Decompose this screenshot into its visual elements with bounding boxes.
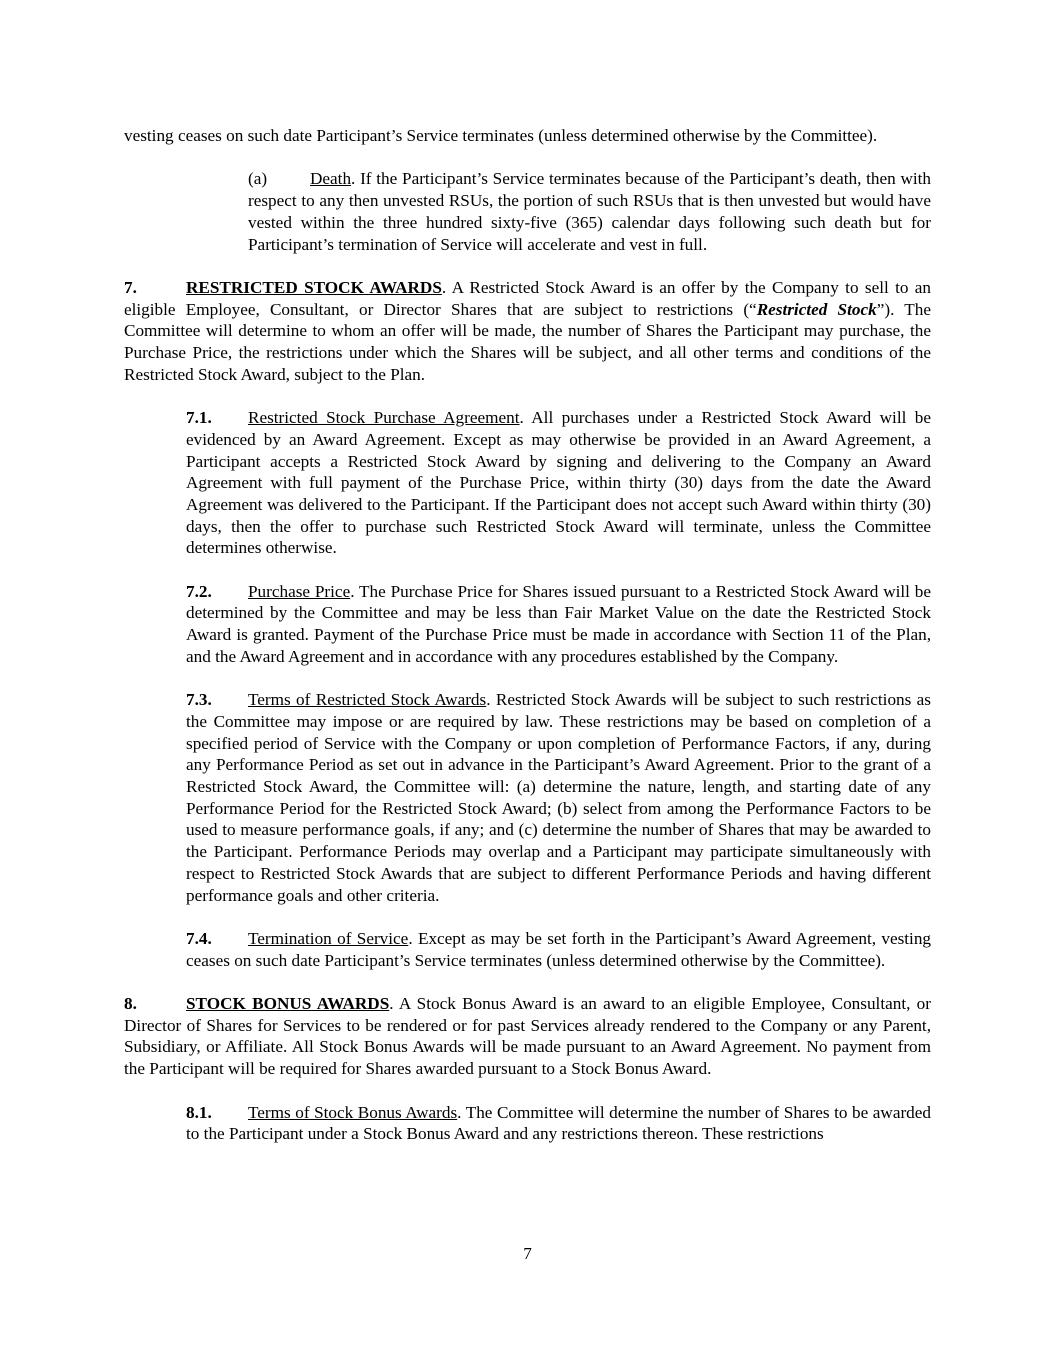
subparagraph-label: (a)	[248, 169, 268, 189]
subparagraph-heading: Death	[310, 169, 352, 189]
subsection-number: 7.3.	[186, 690, 212, 710]
subsection-number: 7.1.	[186, 408, 212, 428]
document-page	[124, 125, 931, 1167]
section-8	[124, 993, 931, 1080]
section-heading: STOCK BONUS AWARDS	[186, 994, 390, 1014]
subsection-number: 7.4.	[186, 928, 212, 948]
defined-term: Restricted Stock	[756, 299, 877, 319]
subsection-text: . All purchases under a Restricted Stock Award will be evidenced by an Award Agreement. Except as may otherwise be provided in an Award Agreement, a Participant accepts a Restricted Stock Award by signing and delivering to the Company an Award Agreement with full payment of the Purchase Price, within thirty (30) days from the date the Award Agreement was delivered to the Participant. If the Participant does not accept such Award within thirty (30) days, then the offer to purchase such Restricted Stock Award will terminate, unless the Committee determines otherwise.	[186, 408, 931, 558]
section-7	[124, 277, 931, 386]
section-8-1	[124, 1102, 931, 1145]
section-heading: RESTRICTED STOCK AWARDS	[186, 277, 442, 297]
subsection-number: 7.2.	[186, 581, 212, 601]
subparagraph-death	[124, 168, 931, 255]
subsection-heading: Termination of Service	[248, 928, 409, 948]
subsection-text: . Except as may be set forth in the Participant’s Award Agreement, vesting ceases on such date Participant’s Service terminates (unless determined otherwise by the Committee).	[186, 928, 932, 970]
paragraph-text: vesting ceases on such date Participant’s Service terminates (unless determined otherwise by the Committee).	[124, 126, 878, 145]
section-number: 7.	[124, 277, 137, 297]
section-7-1	[124, 407, 931, 559]
subparagraph-text: . If the Participant’s Service terminates because of the Participant’s death, then with respect to any then unvested RSUs, the portion of such RSUs that is then unvested but would have vested within the three hundred sixty-five (365) calendar days following such death but for Participant’s termination of Service will accelerate and vest in full.	[248, 169, 931, 254]
subsection-heading: Terms of Stock Bonus Awards	[248, 1102, 458, 1122]
subsection-heading: Terms of Restricted Stock Awards	[248, 690, 487, 710]
subsection-text: . Restricted Stock Awards will be subject to such restrictions as the Committee may impose or are required by law. These restrictions may be based on completion of a specified period of Service with the Company or upon completion of Performance Factors, if any, during any Performance Period as set out in advance in the Participant’s Award Agreement. Prior to the grant of a Restricted Stock Award, the Committee will: (a) determine the nature, length, and starting date of any Performance Period for the Restricted Stock Award; (b) select from among the Performance Factors to be used to measure performance goals, if any; and (c) determine the number of Shares that may be awarded to the Participant. Performance Periods may overlap and a Participant may participate simultaneously with respect to Restricted Stock Awards that are subject to different Performance Periods and having different performance goals and other criteria.	[186, 690, 931, 905]
subsection-number: 8.1.	[186, 1102, 212, 1122]
section-7-3	[124, 689, 931, 906]
subsection-heading: Restricted Stock Purchase Agreement	[248, 408, 520, 428]
section-7-4	[124, 928, 931, 971]
subsection-text: . The Committee will determine the number of Shares to be awarded to the Participant under a Stock Bonus Award and any restrictions thereon. These restrictions	[186, 1102, 931, 1144]
page-number: 7	[523, 1244, 532, 1263]
subsection-heading: Purchase Price	[248, 581, 351, 601]
paragraph-continuation	[124, 125, 931, 147]
section-text: ”). The Committee will determine to whom an offer will be made, the number of Shares the Participant may purchase, the Purchase Price, the restrictions under which the Shares will be subject, and all other terms and conditions of the Restricted Stock Award, subject to the Plan.	[124, 299, 932, 384]
section-7-2	[124, 581, 931, 668]
section-text: . A Stock Bonus Award is an award to an eligible Employee, Consultant, or Director of Shares for Services to be rendered or for past Services already rendered to the Company or any Parent, Subsidiary, or Affiliate. All Stock Bonus Awards will be made pursuant to an Award Agreement. No payment from the Participant will be required for Shares awarded pursuant to a Stock Bonus Award.	[124, 994, 931, 1079]
subsection-text: . The Purchase Price for Shares issued pursuant to a Restricted Stock Award will be determined by the Committee and may be less than Fair Market Value on the date the Restricted Stock Award is granted. Payment of the Purchase Price must be made in accordance with Section 11 of the Plan, and the Award Agreement and in accordance with any procedures established by the Company.	[186, 581, 931, 666]
section-text: . A Restricted Stock Award is an offer by the Company to sell to an eligible Employee, Consultant, or Director Shares that are subject to restrictions (“	[124, 277, 931, 319]
section-number: 8.	[124, 994, 137, 1014]
